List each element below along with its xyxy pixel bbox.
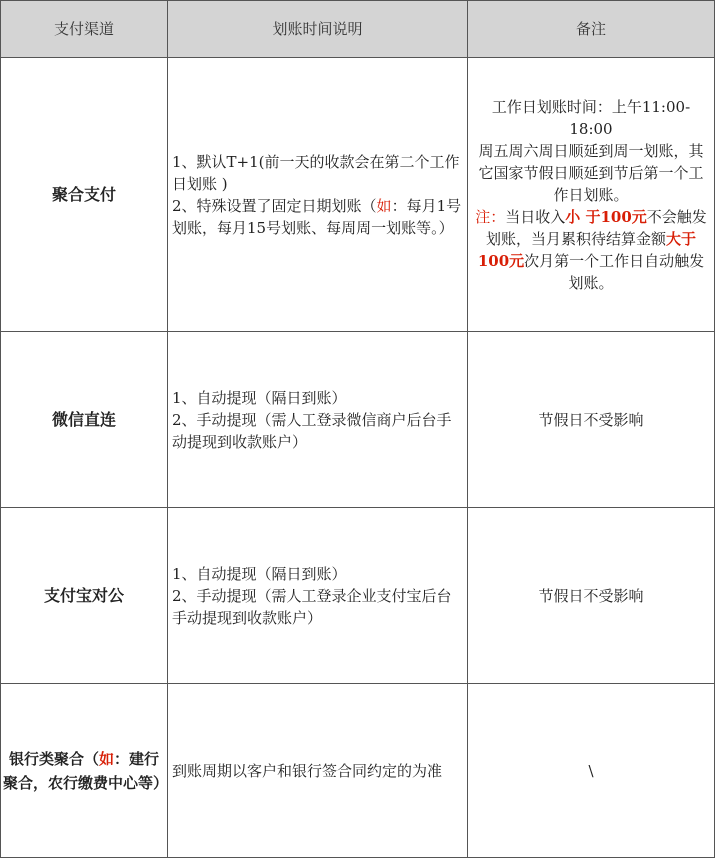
table-header-row <box>1 1 715 58</box>
note-line: 工作日划账时间：上午11:00-18:00 <box>491 97 691 138</box>
table-row <box>1 508 715 684</box>
desc-line: 1、自动提现（隔日到账） <box>172 388 347 407</box>
note-text: 次月第一个工作日自动触发划账。 <box>524 251 705 292</box>
note-cell <box>468 58 715 332</box>
desc-text: 2、特殊设置了固定日期划账（ <box>172 196 377 215</box>
desc-cell <box>168 508 468 684</box>
channel-cell: 聚合支付 <box>1 58 168 332</box>
note-line: 周五周六周日顺延到周一划账，其它国家节假日顺延到节后第一个工作日划账。 <box>478 141 704 204</box>
table-row <box>1 332 715 508</box>
channel-cell: 微信直连 <box>1 332 168 508</box>
desc-cell: 到账周期以客户和银行签合同约定的为准 <box>168 684 468 858</box>
desc-cell <box>168 58 468 332</box>
table-row <box>1 684 715 858</box>
highlight-amount: 大于100元 <box>477 229 697 270</box>
desc-line: 1、自动提现（隔日到账） <box>172 564 347 583</box>
note-cell: 节假日不受影响 <box>468 508 715 684</box>
highlight-amount: 小 于100元 <box>565 207 647 226</box>
desc-line: 2、手动提现（需人工登录企业支付宝后台手动提现到收款账户） <box>172 586 452 627</box>
header-remarks: 备注 <box>468 1 715 58</box>
desc-line: 2、手动提现（需人工登录微信商户后台手动提现到收款账户） <box>172 410 452 451</box>
note-cell: 节假日不受影响 <box>468 332 715 508</box>
note-text: 当日收入 <box>505 207 566 226</box>
highlight-text: 如 <box>376 196 392 215</box>
note-cell: \ <box>468 684 715 858</box>
desc-cell <box>168 332 468 508</box>
header-channel: 支付渠道 <box>1 1 168 58</box>
desc-line: 1、默认T+1(前一天的收款会在第二个工作日划账 ) <box>172 152 460 193</box>
note-label: 注： <box>475 207 506 226</box>
highlight-text: 如 <box>98 749 114 768</box>
header-transfer-time: 划账时间说明 <box>168 1 468 58</box>
table-row <box>1 58 715 332</box>
channel-text: 银行类聚合（ <box>8 749 99 768</box>
note-line <box>472 206 710 294</box>
channel-cell: 支付宝对公 <box>1 508 168 684</box>
channel-cell <box>1 684 168 858</box>
note-text: 不会触发划账，当月累积待结算金额 <box>485 207 707 248</box>
desc-text: ：每月1号划账，每月15号划账、每周周一划账等。） <box>172 196 462 237</box>
channel-text: ：建行聚合，农行缴费中心等） <box>3 749 169 792</box>
desc-line <box>172 195 463 239</box>
